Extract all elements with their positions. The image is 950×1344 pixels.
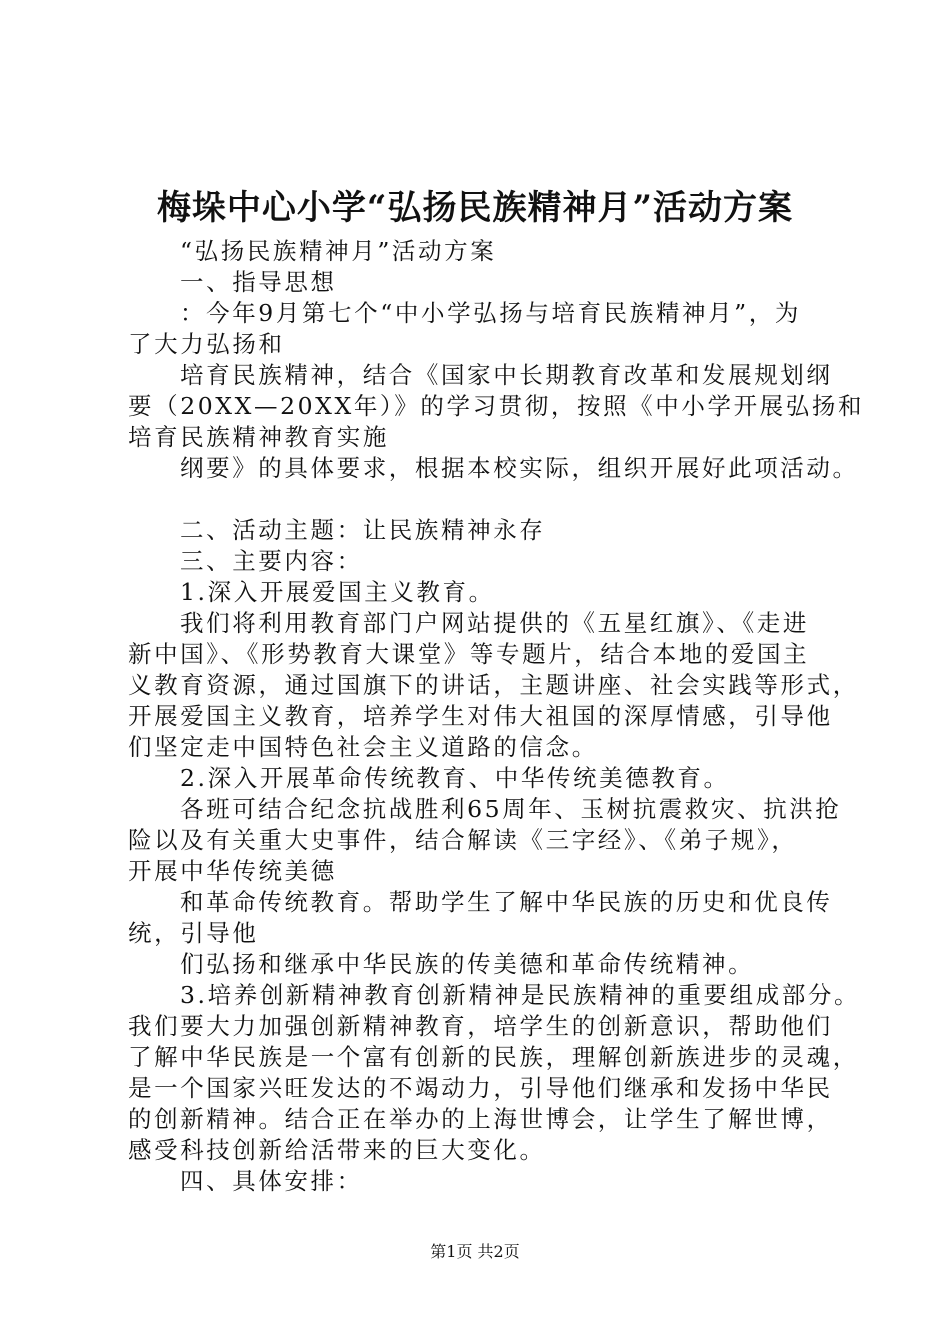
paragraph-gap	[128, 484, 848, 515]
doc-line: 了大力弘扬和	[128, 330, 285, 358]
doc-line: 是一个国家兴旺发达的不竭动力，引导他们继承和发扬中华民	[128, 1074, 833, 1102]
doc-line: 四、具体安排：	[180, 1167, 363, 1195]
doc-line: 一、指导思想	[180, 268, 337, 296]
doc-line: 新中国》、《形势教育大课堂》等专题片，结合本地的爱国主	[128, 640, 810, 668]
doc-line: 开展爱国主义教育，培养学生对伟大祖国的深厚情感，引导他	[128, 702, 833, 730]
doc-line: 培育民族精神教育实施	[128, 423, 389, 451]
doc-line: 三、主要内容：	[180, 547, 363, 575]
doc-line: 险以及有关重大史事件，结合解读《三字经》、《弟子规》，	[128, 826, 798, 854]
doc-line: 和革命传统教育。帮助学生了解中华民族的历史和优良传	[180, 888, 833, 916]
doc-line: 二、活动主题：让民族精神永存	[180, 516, 546, 544]
doc-line: 3.培养创新精神教育创新精神是民族精神的重要组成部分。	[180, 981, 861, 1009]
doc-line: 统，引导他	[128, 919, 259, 947]
doc-line: 要（20XX—20XX年）》的学习贯彻，按照《中小学开展弘扬和	[128, 392, 865, 420]
doc-line: “弘扬民族精神月”活动方案	[180, 237, 497, 265]
doc-line: 开展中华传统美德	[128, 857, 337, 885]
doc-line: 我们将利用教育部门户网站提供的《五星红旗》、《走进	[180, 609, 809, 637]
doc-line: 的创新精神。结合正在举办的上海世博会，让学生了解世博，	[128, 1105, 833, 1133]
doc-line: 感受科技创新给活带来的巨大变化。	[128, 1136, 546, 1164]
doc-line: 义教育资源，通过国旗下的讲话，主题讲座、社会实践等形式，	[128, 671, 859, 699]
doc-line: 了解中华民族是一个富有创新的民族，理解创新族进步的灵魂，	[128, 1043, 859, 1071]
page-number: 第1页 共2页	[430, 1242, 520, 1261]
doc-line: ：今年9月第七个“中小学弘扬与培育民族精神月”，为	[180, 299, 801, 327]
doc-line: 我们要大力加强创新精神教育，培学生的创新意识，帮助他们	[128, 1012, 833, 1040]
doc-line: 1.深入开展爱国主义教育。	[180, 578, 495, 606]
doc-line: 们弘扬和继承中华民族的传美德和革命传统精神。	[180, 950, 755, 978]
doc-line: 培育民族精神，结合《国家中长期教育改革和发展规划纲	[180, 361, 833, 389]
doc-line: 们坚定走中国特色社会主义道路的信念。	[128, 733, 598, 761]
doc-line: 纲要》的具体要求，根据本校实际，组织开展好此项活动。	[180, 454, 859, 482]
document-title: 梅垛中心小学“弘扬民族精神月”活动方案	[156, 188, 794, 228]
doc-line: 各班可结合纪念抗战胜利65周年、玉树抗震救灾、抗洪抢	[180, 795, 842, 823]
doc-line: 2.深入开展革命传统教育、中华传统美德教育。	[180, 764, 730, 792]
document-body	[128, 236, 865, 1197]
